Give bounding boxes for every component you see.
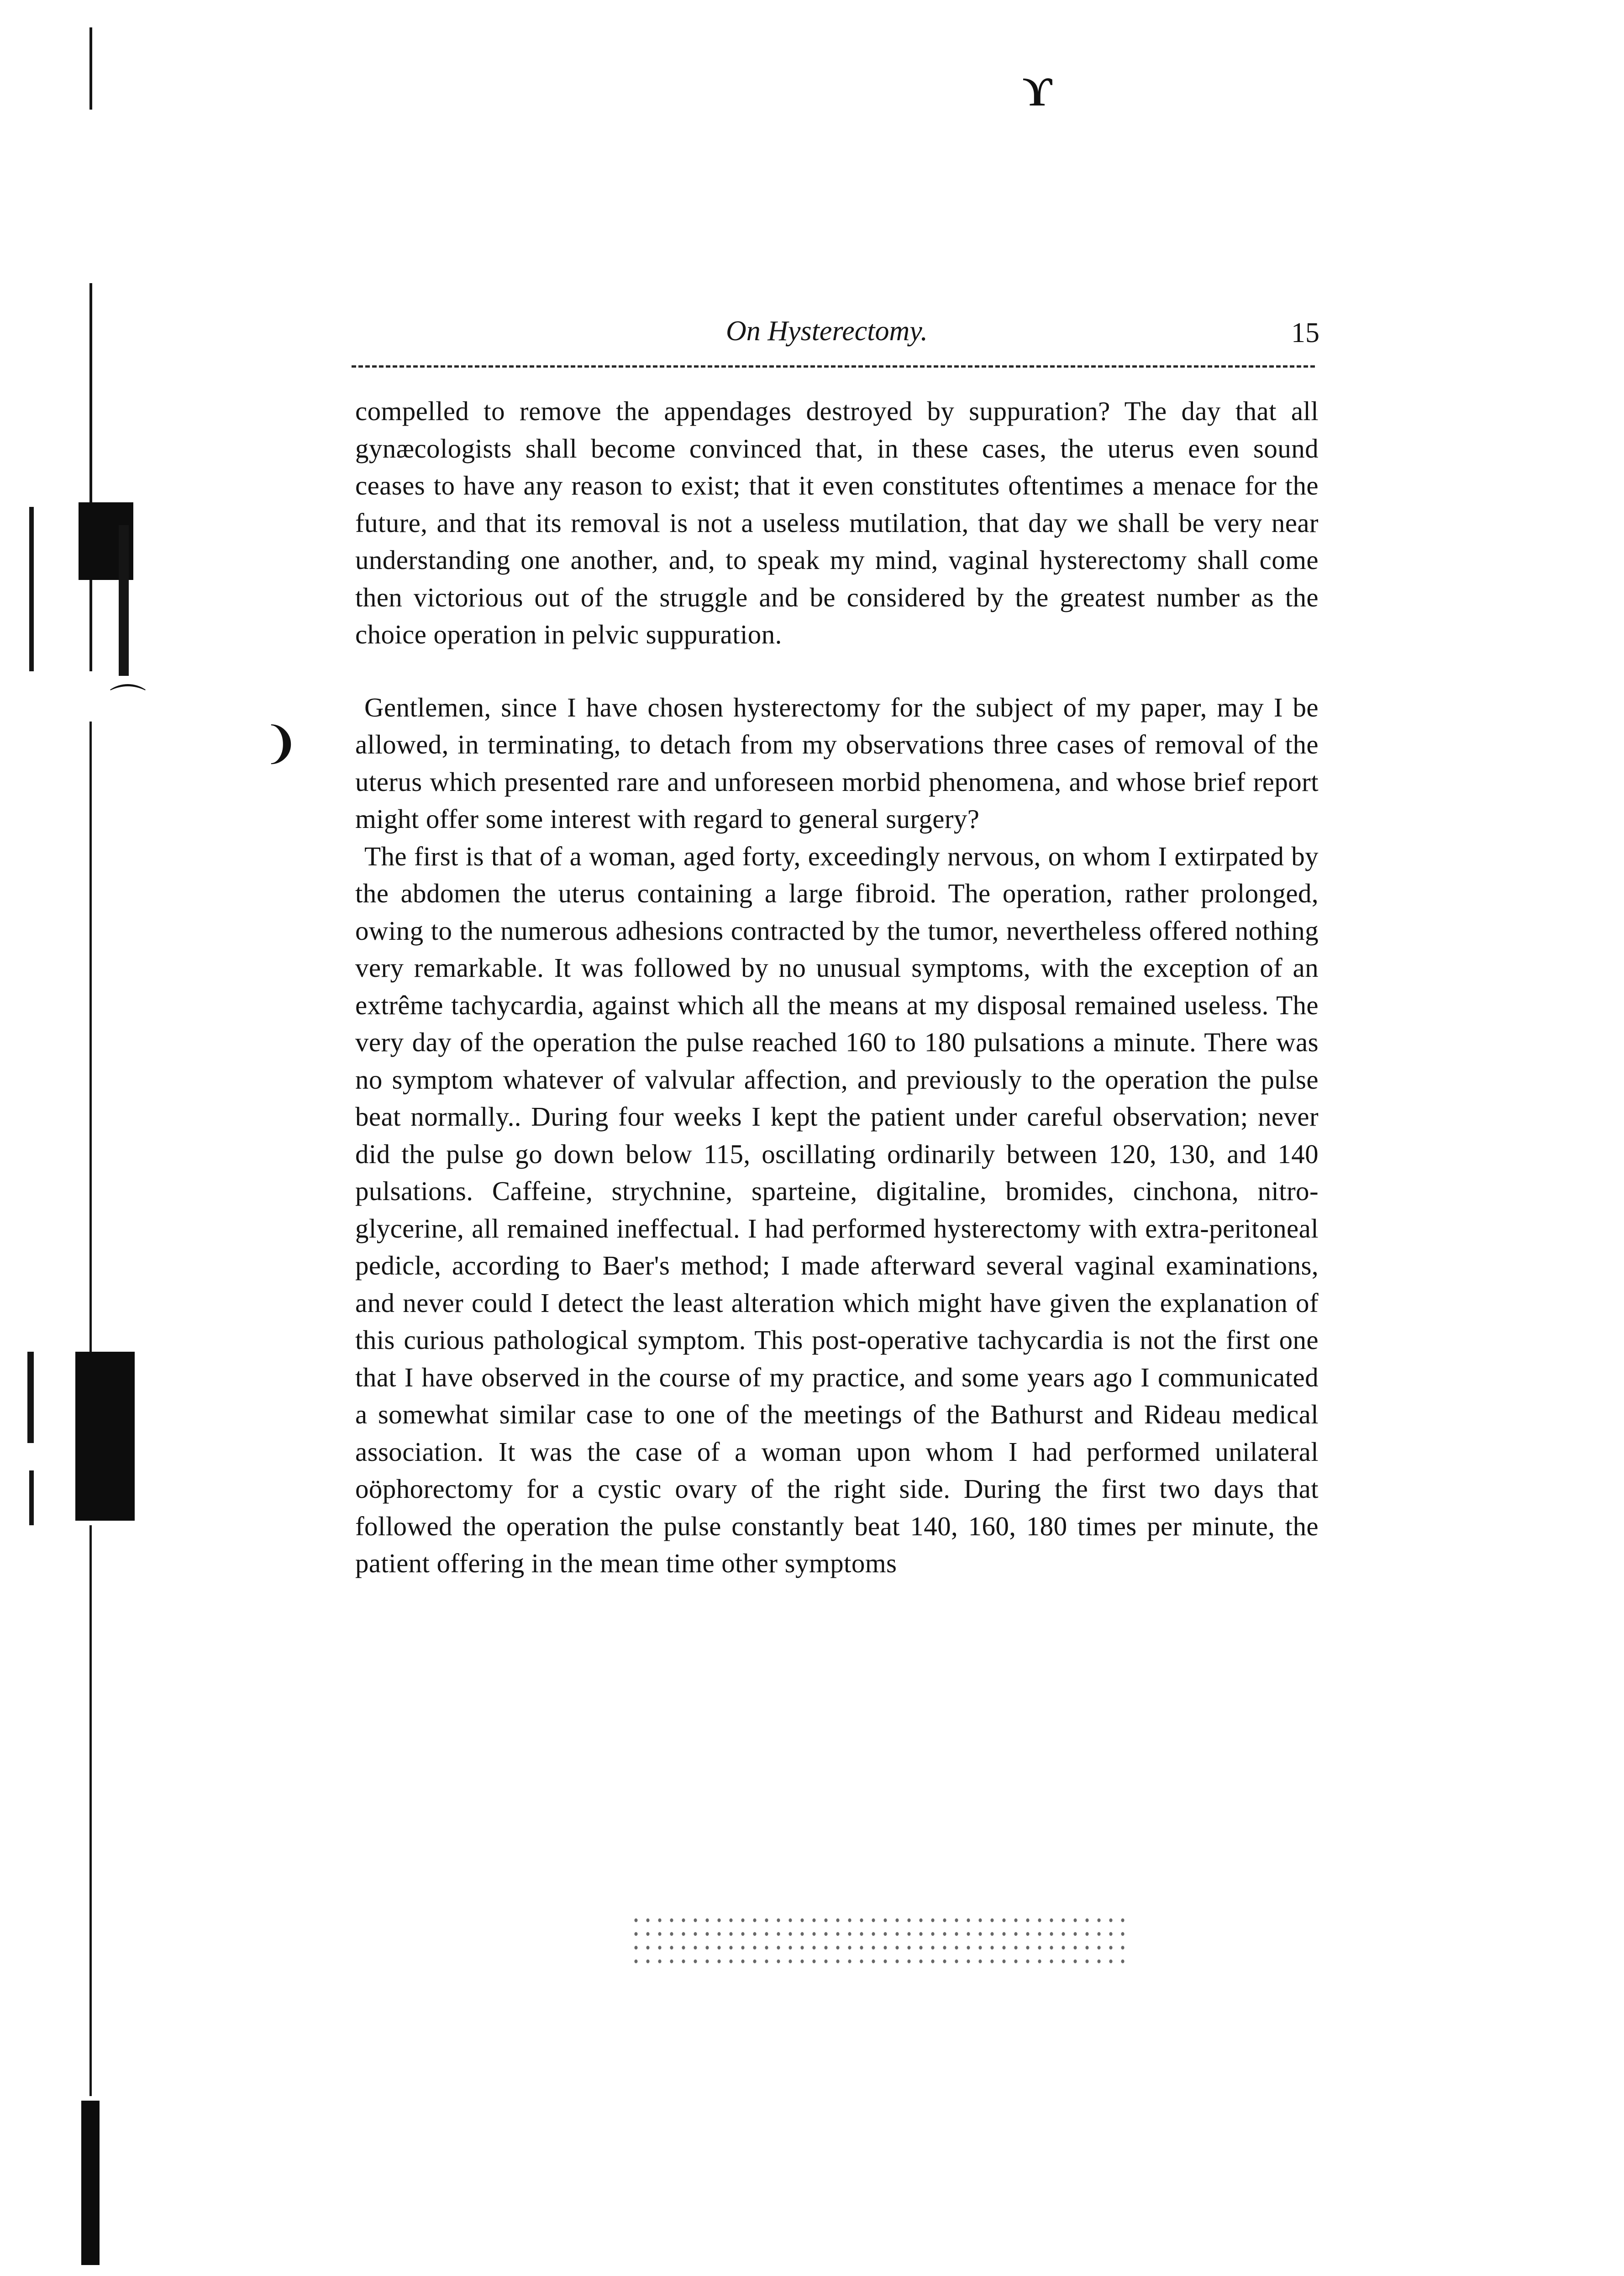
scan-edge-line	[89, 1525, 92, 2096]
running-head	[352, 311, 1319, 356]
scan-blot	[81, 2101, 100, 2265]
paragraph-gap	[355, 653, 1319, 689]
paragraph: The first is that of a woman, aged forty, exceedingly nervous, on whom I extirpated by the abdomen the uterus containing a large fibroid. The operation, rather prolonged, owing to the numerous adhesions contracted by the tumor, nevertheless offered nothing very remarkable. It was followed by no unusual symptoms, with the exception of an extrême tachycardia, against which all the means at my disposal remained useless. The very day of the operation the pulse reached 160 to 180 pulsations a minute. There was no symptom whatever of valvular affection, and previously to the operation the pulse beat normally.. During four weeks I kept the patient under careful observation; never did the pulse go down below 115, oscillating ordinarily between 120, 130, and 140 pulsations. Caffeine, strychnine, sparteine, digitaline, bromides, cinchona, nitro-glycerine, all remained ineffectual. I had performed hysterectomy with extra-peritoneal pedicle, according to Baer's method; I made afterward several vaginal examinations, and never could I detect the least alteration which might have given the explanation of this curious pathological symptom. This post-operative tachycardia is not the first one that I have observed in the course of my practice, and some years ago I communicated a somewhat similar case to one of the meetings of the Bathurst and Rideau medical association. It was the case of a woman upon whom I had performed unilateral oöphorectomy for a cystic ovary of the right side. During the first two days that followed the operation the pulse constantly beat 140, 160, 180 times per minute, the patient offering in the mean time other symptoms	[355, 841, 1319, 1578]
scan-edge-line	[29, 507, 34, 671]
paragraph: compelled to remove the appendages destroyed by suppuration? The day that all gynæcologists shall become convinced that, in these cases, the uterus even sound ceases to have any reason to exist; that it even constitutes oftentimes a menace for the future, and that its removal is not a useless mutilation, that day we shall be very near understanding one another, and, to speak my mind, vaginal hysterectomy shall come then victorious out of the struggle and be considered by the greatest number as the choice operation in pelvic suppuration.	[355, 396, 1319, 649]
scan-mark: ❩	[263, 719, 300, 768]
scan-blot	[75, 1352, 135, 1521]
scan-edge-line	[27, 1352, 34, 1443]
scan-mark: ⌒	[110, 683, 146, 723]
page-number: 15	[1291, 317, 1319, 348]
scan-noise	[630, 1913, 1132, 1968]
paragraph: Gentlemen, since I have chosen hysterectomy for the subject of my paper, may I be allowed, in terminating, to detach from my observations three cases of removal of the uterus which presented rare and unforeseen morbid phenomena, and whose brief report might offer some interest with regard to general surgery?	[355, 692, 1319, 834]
header-rule	[352, 365, 1315, 368]
scan-edge-line	[29, 1470, 34, 1525]
stamp-mark: ϒ	[1023, 69, 1052, 115]
scan-edge-line	[89, 27, 92, 110]
running-title: On Hysterectomy.	[726, 316, 928, 347]
scan-edge-line	[119, 525, 129, 676]
scan-edge-line	[89, 283, 92, 671]
body-text	[355, 393, 1319, 1582]
